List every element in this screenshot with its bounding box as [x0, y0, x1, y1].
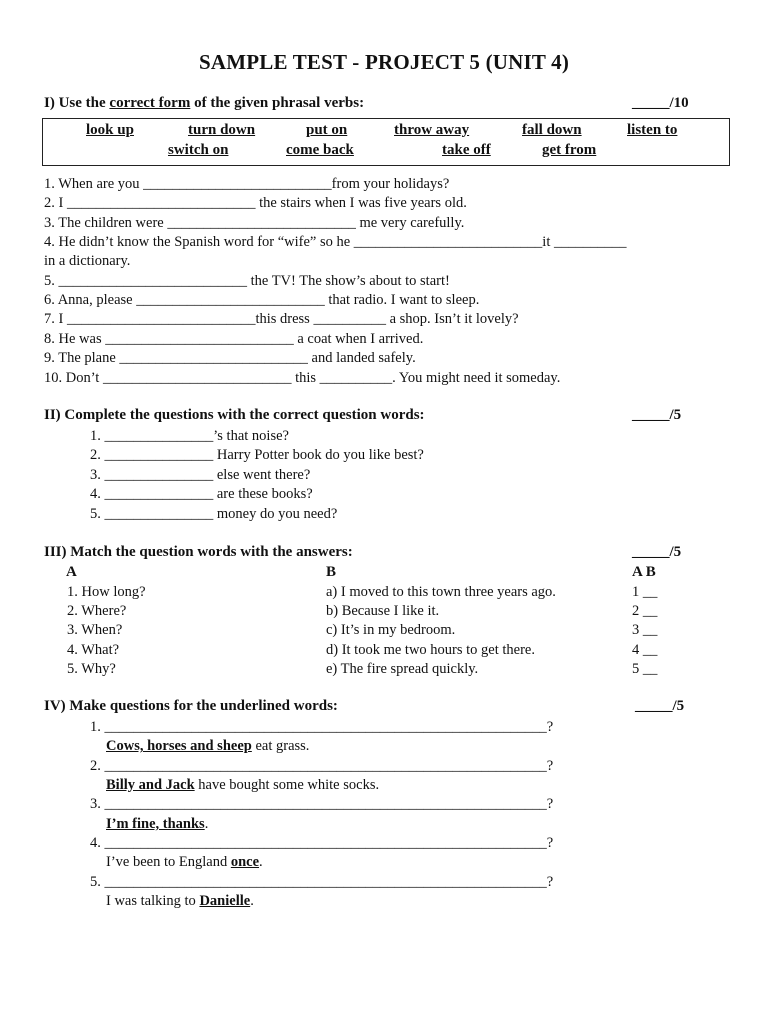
verb-take-off: take off	[442, 142, 491, 158]
section1-item-2: 2. I __________________________ the stairs when I was five years old.	[44, 195, 467, 211]
section4-question-line-2	[90, 757, 553, 775]
section1-item-7: 7. I __________________________this dress __________ a shop. Isn’t it lovely?	[44, 311, 519, 327]
section4-heading: IV) Make questions for the underlined words:	[44, 698, 338, 714]
section4-question-line-4	[90, 834, 553, 852]
section4-blank-3: _____________________________________________________________?	[104, 796, 554, 812]
section1-score: _____/10	[632, 95, 689, 111]
verb-switch-on: switch on	[168, 142, 229, 158]
section4-num-4: 4.	[90, 835, 101, 851]
column-b-header: B	[326, 564, 337, 580]
section1-item-4-cont: in a dictionary.	[44, 253, 131, 269]
section3-score: _____/5	[632, 544, 682, 560]
section4-num-2: 2.	[90, 758, 101, 774]
section4-answer-5-post: .	[250, 893, 254, 909]
section4-blank-2: _____________________________________________________________?	[104, 758, 554, 774]
section4-answer-4	[106, 853, 263, 871]
match-answer-a: a) I moved to this town three years ago.	[326, 584, 556, 600]
section1-item-9: 9. The plane __________________________ and landed safely.	[44, 350, 416, 366]
section4-answer-4-post: .	[259, 854, 263, 870]
section4-num-3: 3.	[90, 796, 101, 812]
match-answer-d: d) It took me two hours to get there.	[326, 642, 535, 658]
section4-answer-1-underlined: Cows, horses and sheep	[106, 738, 252, 754]
section4-score: _____/5	[635, 698, 685, 714]
section2-heading: II) Complete the questions with the correct question words:	[44, 407, 425, 423]
match-answer-c: c) It’s in my bedroom.	[326, 622, 456, 638]
section1-heading	[44, 95, 364, 112]
match-question-4: 4. What?	[67, 642, 120, 658]
section2-item-4: 4. _______________ are these books?	[90, 486, 313, 502]
section4-num-1: 1.	[90, 719, 101, 735]
match-question-3: 3. When?	[67, 622, 123, 638]
page-title: SAMPLE TEST - PROJECT 5 (UNIT 4)	[198, 50, 570, 74]
section4-answer-4-pre: I’ve been to England	[106, 854, 231, 870]
section4-answer-2-underlined: Billy and Jack	[106, 777, 195, 793]
verb-come-back: come back	[286, 142, 354, 158]
section4-answer-5-pre: I was talking to	[106, 893, 200, 909]
section4-blank-5: _____________________________________________________________?	[104, 874, 554, 890]
section4-answer-5-underlined: Danielle	[199, 893, 251, 909]
section4-answer-4-underlined: once	[230, 854, 260, 870]
match-blank-2: 2 __	[632, 603, 658, 619]
section2-item-2: 2. _______________ Harry Potter book do you like best?	[90, 447, 424, 463]
section1-item-10: 10. Don’t __________________________ this __________. You might need it someday.	[44, 370, 561, 386]
section1-heading-prefix: I) Use the	[44, 95, 110, 111]
section4-answer-5	[106, 892, 254, 910]
match-blank-1: 1 __	[632, 584, 658, 600]
verb-look-up: look up	[86, 122, 134, 138]
section4-answer-2	[106, 776, 379, 794]
verb-listen-to: listen to	[627, 122, 678, 138]
match-question-5: 5. Why?	[67, 661, 116, 677]
section4-answer-1	[106, 737, 309, 755]
verb-get-from: get from	[542, 142, 597, 158]
section4-answer-3	[106, 815, 208, 833]
match-blank-3: 3 __	[632, 622, 658, 638]
section2-item-3: 3. _______________ else went there?	[90, 467, 311, 483]
match-question-2: 2. Where?	[67, 603, 127, 619]
section1-heading-suffix: of the given phrasal verbs:	[190, 95, 365, 111]
section4-answer-1-post: eat grass.	[251, 738, 310, 754]
verb-put-on: put on	[306, 122, 348, 138]
column-a-header: A	[66, 564, 77, 580]
section1-item-6: 6. Anna, please __________________________ that radio. I want to sleep.	[44, 292, 480, 308]
section4-question-line-1	[90, 718, 553, 736]
section2-item-1: 1. _______________’s that noise?	[90, 428, 289, 444]
match-answer-b: b) Because I like it.	[326, 603, 440, 619]
section4-answer-3-underlined: I’m fine, thanks	[106, 816, 205, 832]
section1-item-4: 4. He didn’t know the Spanish word for “wife” so he __________________________it __________	[44, 234, 627, 250]
section4-blank-1: _____________________________________________________________?	[104, 719, 554, 735]
section1-heading-underlined: correct form	[109, 95, 191, 111]
match-question-1: 1. How long?	[67, 584, 146, 600]
section4-blank-4: _____________________________________________________________?	[104, 835, 554, 851]
section4-num-5: 5.	[90, 874, 101, 890]
section4-answer-2-post: have bought some white socks.	[194, 777, 380, 793]
section4-question-line-3	[90, 795, 553, 813]
section1-item-1: 1. When are you __________________________from your holidays?	[44, 176, 450, 192]
column-ab-header: A B	[632, 564, 656, 580]
section3-heading: III) Match the question words with the answers:	[44, 544, 353, 560]
section4-answer-3-post: .	[204, 816, 209, 832]
section2-score: _____/5	[632, 407, 682, 423]
section2-item-5: 5. _______________ money do you need?	[90, 506, 338, 522]
section1-item-3: 3. The children were __________________________ me very carefully.	[44, 215, 465, 231]
section4-question-line-5	[90, 873, 553, 891]
verb-throw-away: throw away	[394, 122, 470, 138]
match-blank-5: 5 __	[632, 661, 658, 677]
match-blank-4: 4 __	[632, 642, 658, 658]
section1-item-5: 5. __________________________ the TV! The show’s about to start!	[44, 273, 450, 289]
verb-fall-down: fall down	[522, 122, 582, 138]
verb-turn-down: turn down	[188, 122, 256, 138]
match-answer-e: e) The fire spread quickly.	[326, 661, 479, 677]
section1-item-8: 8. He was __________________________ a coat when I arrived.	[44, 331, 424, 347]
